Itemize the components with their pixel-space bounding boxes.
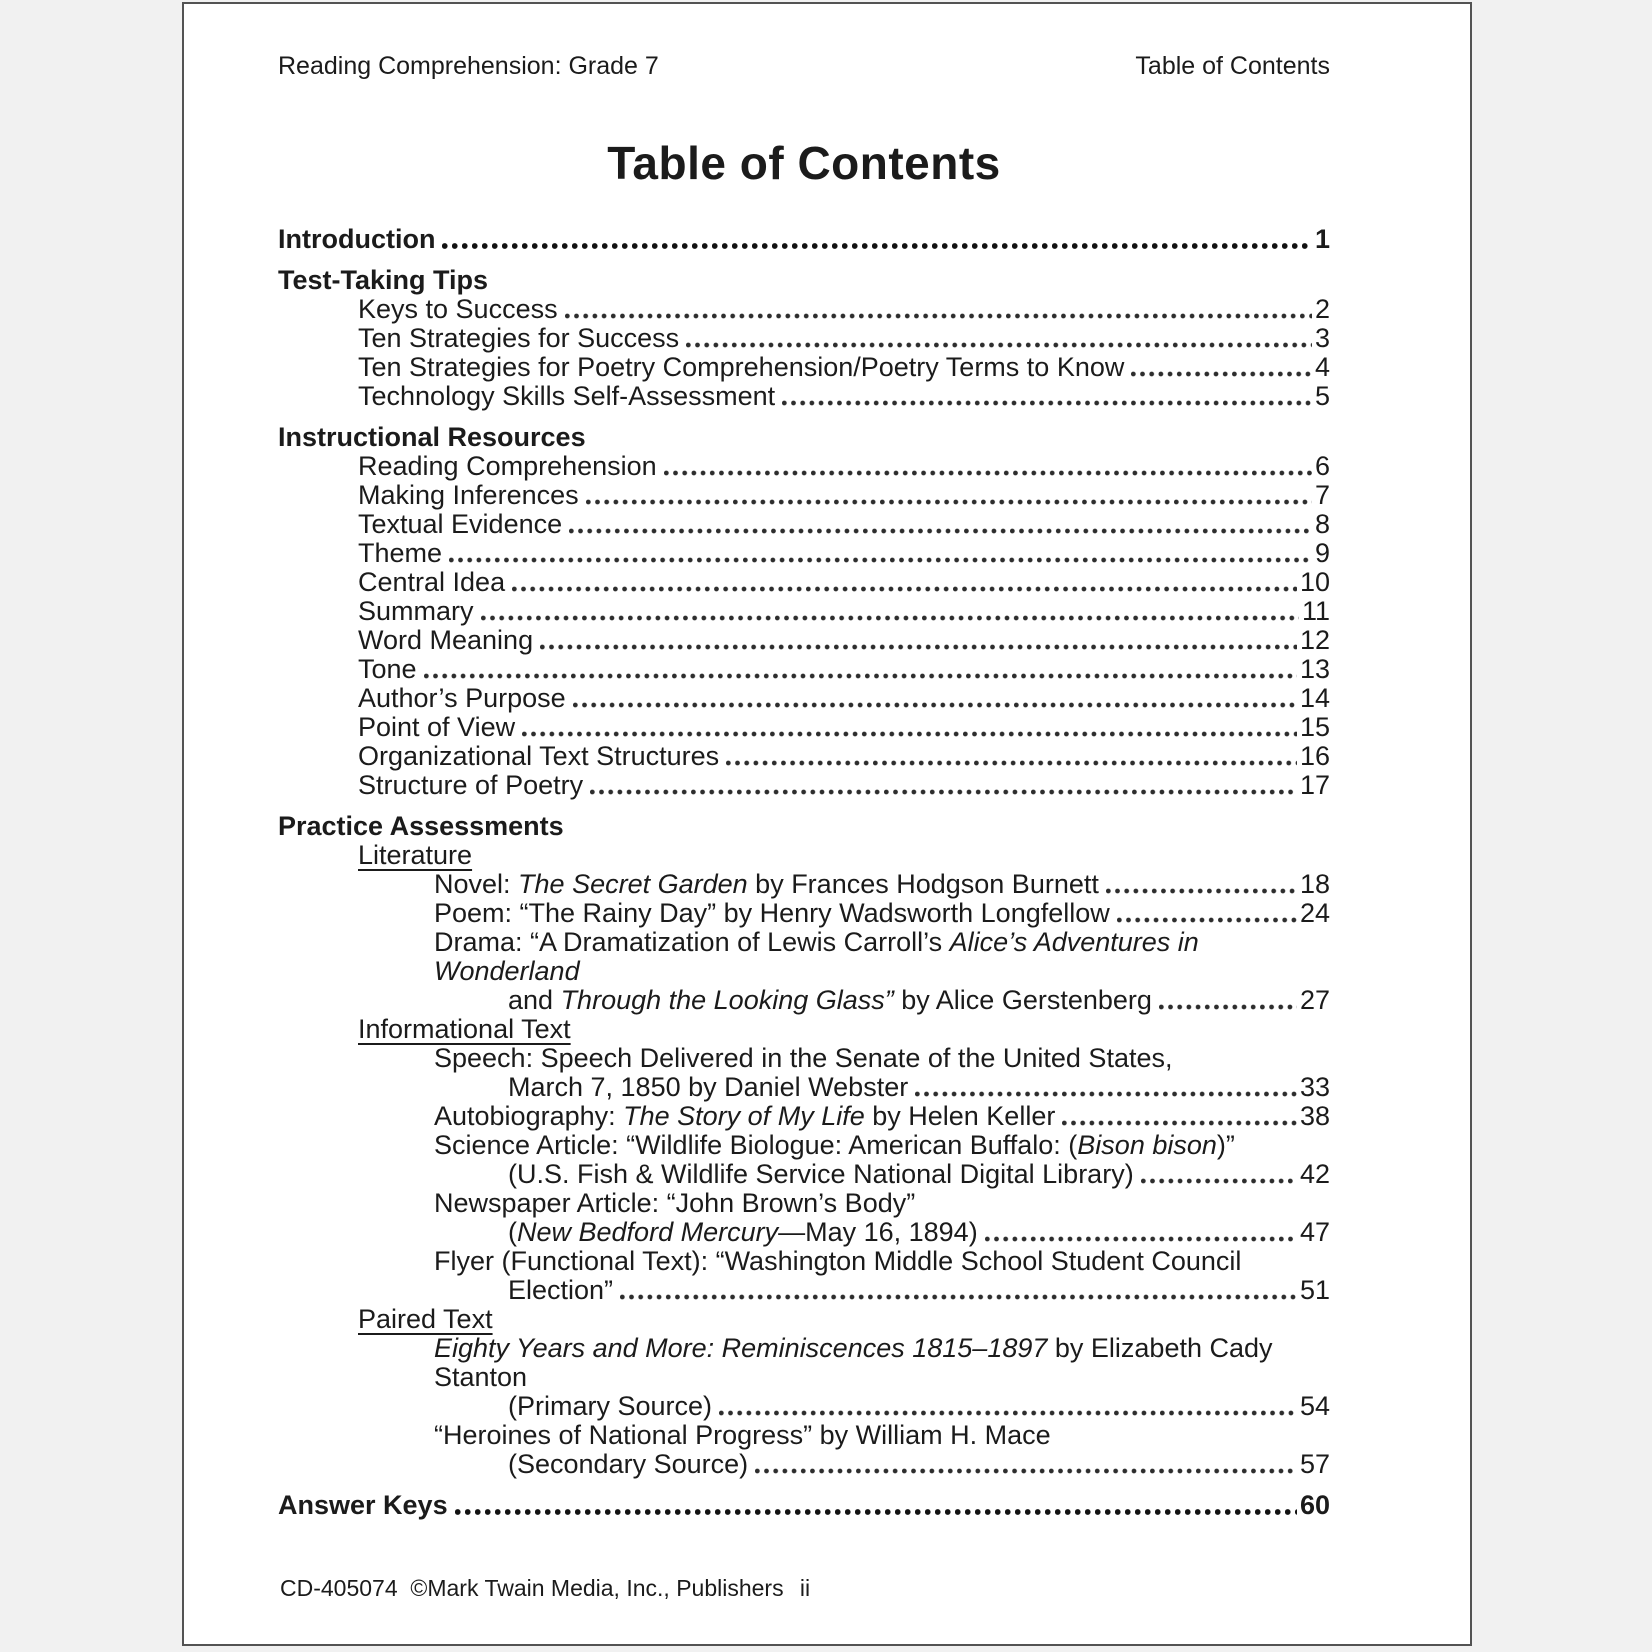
dot-leader bbox=[1106, 887, 1297, 895]
toc-entry-label bbox=[358, 684, 566, 713]
dot-leader bbox=[1117, 916, 1297, 924]
toc-label-segment: Word Meaning bbox=[358, 625, 534, 655]
toc-entry bbox=[278, 353, 1330, 382]
toc-entry bbox=[278, 1073, 1330, 1102]
toc-label-segment: Introduction bbox=[278, 224, 436, 254]
toc-entry bbox=[278, 1044, 1330, 1073]
toc-entry-label bbox=[508, 1450, 748, 1479]
toc-entry-label bbox=[358, 771, 583, 800]
toc-entry-label bbox=[278, 812, 564, 841]
toc-entry bbox=[278, 1160, 1330, 1189]
toc-page-number: 57 bbox=[1299, 1449, 1330, 1479]
toc-entry bbox=[278, 684, 1330, 713]
toc-page-number: 12 bbox=[1299, 625, 1330, 655]
toc-label-italic-segment: Through the Looking Glass” bbox=[560, 985, 894, 1015]
dot-leader bbox=[565, 312, 1312, 320]
dot-leader bbox=[481, 614, 1299, 622]
toc-entry-label bbox=[278, 423, 586, 452]
toc-label-segment: Informational Text bbox=[358, 1014, 571, 1044]
toc-entry bbox=[278, 510, 1330, 539]
toc-label-segment: Paired Text bbox=[358, 1304, 493, 1334]
toc-label-segment: Ten Strategies for Poetry Comprehension/Poetry Terms to Know bbox=[358, 352, 1125, 382]
toc-entry bbox=[278, 742, 1330, 771]
toc-entry bbox=[278, 295, 1330, 324]
toc-label-italic-segment: Bison bison bbox=[1077, 1130, 1217, 1160]
toc-page-number: 10 bbox=[1299, 567, 1330, 597]
toc-entry-label bbox=[508, 1276, 613, 1305]
toc-entry bbox=[278, 1218, 1330, 1247]
toc-label-italic-segment: The Secret Garden bbox=[518, 869, 748, 899]
toc-label-segment: Point of View bbox=[358, 712, 516, 742]
toc-entry-label bbox=[508, 1392, 712, 1421]
toc-label-segment: (Secondary Source) bbox=[508, 1449, 749, 1479]
dot-leader bbox=[1159, 1003, 1297, 1011]
toc-entry-label bbox=[358, 382, 775, 411]
toc-page-number: 9 bbox=[1314, 538, 1330, 568]
toc-entry-label bbox=[358, 481, 579, 510]
toc-label-segment: Textual Evidence bbox=[358, 509, 563, 539]
toc-entry-label bbox=[358, 452, 657, 481]
toc-label-segment: by Helen Keller bbox=[864, 1101, 1056, 1131]
toc-page-number: 6 bbox=[1314, 451, 1330, 481]
toc-entry bbox=[278, 1421, 1330, 1450]
dot-leader bbox=[782, 399, 1312, 407]
toc-entry bbox=[278, 1392, 1330, 1421]
toc-entry bbox=[278, 568, 1330, 597]
toc-page-number: 3 bbox=[1314, 323, 1330, 353]
dot-leader bbox=[1141, 1177, 1297, 1185]
toc-entry-label bbox=[358, 597, 474, 626]
toc-page-number: 24 bbox=[1299, 898, 1330, 928]
toc-label-segment: Organizational Text Structures bbox=[358, 741, 720, 771]
toc-label-segment: Election” bbox=[508, 1275, 614, 1305]
toc-entry bbox=[278, 655, 1330, 684]
toc-label-segment: Structure of Poetry bbox=[358, 770, 584, 800]
toc-label-segment: ( bbox=[508, 1217, 517, 1247]
dot-leader bbox=[512, 585, 1297, 593]
dot-leader bbox=[1062, 1119, 1297, 1127]
toc-label-segment: —May 16, 1894) bbox=[778, 1217, 978, 1247]
toc-entry bbox=[278, 324, 1330, 353]
toc-label-segment: by Frances Hodgson Burnett bbox=[747, 869, 1099, 899]
toc-entry-label bbox=[358, 510, 562, 539]
toc-entry bbox=[278, 1450, 1330, 1479]
dot-leader bbox=[719, 1409, 1297, 1417]
document-page bbox=[182, 2, 1472, 1646]
toc-subsection-heading bbox=[278, 841, 1330, 870]
toc-page-number: 15 bbox=[1299, 712, 1330, 742]
toc-entry-label bbox=[278, 225, 435, 254]
toc-entry-label bbox=[434, 1102, 1055, 1131]
toc-page-number: 4 bbox=[1314, 352, 1330, 382]
page-title: Table of Contents bbox=[607, 137, 1001, 189]
toc-entry bbox=[278, 986, 1330, 1015]
toc-page-number: 8 bbox=[1314, 509, 1330, 539]
toc-label-segment: Drama: “A Dramatization of Lewis Carroll’s bbox=[434, 927, 950, 957]
header-book-title: Reading Comprehension: Grade 7 bbox=[278, 52, 659, 80]
toc-entry bbox=[278, 870, 1330, 899]
footer-page-number: ii bbox=[799, 1575, 811, 1601]
toc-entry-label bbox=[358, 539, 442, 568]
toc-entry bbox=[278, 899, 1330, 928]
toc-entry-label bbox=[278, 1491, 448, 1520]
toc-entry bbox=[278, 1276, 1330, 1305]
toc-entry-label bbox=[434, 1247, 1241, 1276]
toc-page-number: 33 bbox=[1299, 1072, 1330, 1102]
toc-label-segment: (U.S. Fish & Wildlife Service National Digital Library) bbox=[508, 1159, 1134, 1189]
toc-page-number: 16 bbox=[1299, 741, 1330, 771]
toc-entry bbox=[278, 539, 1330, 568]
toc-label-segment: Poem: “The Rainy Day” by Henry Wadsworth Longfellow bbox=[434, 898, 1110, 928]
dot-leader bbox=[569, 527, 1312, 535]
toc-page-number: 27 bbox=[1299, 985, 1330, 1015]
toc-label-segment: by Elizabeth Cady Stanton bbox=[434, 1333, 1281, 1392]
toc-entry-label bbox=[358, 841, 472, 870]
toc-entry bbox=[278, 597, 1330, 626]
toc-label-segment: Novel: bbox=[434, 869, 519, 899]
toc-entry bbox=[278, 1334, 1330, 1392]
toc-entry-label bbox=[508, 1073, 908, 1102]
toc-page-number: 60 bbox=[1299, 1490, 1330, 1520]
toc-section-heading bbox=[278, 266, 1330, 295]
toc-entry-label bbox=[358, 324, 679, 353]
toc-entry-label bbox=[358, 353, 1124, 382]
toc-page-number: 14 bbox=[1299, 683, 1330, 713]
toc-section-heading bbox=[278, 423, 1330, 452]
toc-entry-label bbox=[434, 1334, 1330, 1392]
toc-entry bbox=[278, 481, 1330, 510]
dot-leader bbox=[586, 498, 1312, 506]
page-footer bbox=[280, 1576, 1330, 1601]
toc-label-segment: Autobiography: bbox=[434, 1101, 624, 1131]
dot-leader bbox=[449, 556, 1312, 564]
toc-entry-label bbox=[358, 742, 719, 771]
toc-entry bbox=[278, 452, 1330, 481]
toc-entry-label bbox=[434, 870, 1099, 899]
dot-leader bbox=[664, 469, 1312, 477]
toc-label-segment: Newspaper Article: “John Brown’s Body” bbox=[434, 1188, 916, 1218]
toc-label-italic-segment: The Story of My Life bbox=[623, 1101, 865, 1131]
toc-label-italic-segment: New Bedford Mercury bbox=[517, 1217, 779, 1247]
toc-entry-label bbox=[358, 1305, 493, 1334]
toc-entry-label bbox=[508, 1218, 978, 1247]
toc-entry bbox=[278, 1247, 1330, 1276]
dot-leader bbox=[590, 788, 1297, 796]
toc-label-segment: and bbox=[508, 985, 561, 1015]
toc-entry bbox=[278, 928, 1330, 986]
toc-entry bbox=[278, 713, 1330, 742]
toc-label-segment: Keys to Success bbox=[358, 294, 558, 324]
dot-leader bbox=[424, 672, 1297, 680]
toc-label-segment: Science Article: “Wildlife Biologue: American Buffalo: ( bbox=[434, 1130, 1078, 1160]
dot-leader bbox=[522, 730, 1297, 738]
dot-leader bbox=[455, 1508, 1297, 1516]
toc-label-segment: )” bbox=[1216, 1130, 1235, 1160]
toc-entry-label bbox=[358, 1015, 571, 1044]
toc-label-segment: Practice Assessments bbox=[278, 811, 564, 841]
toc-entry bbox=[278, 1102, 1330, 1131]
toc-entry-label bbox=[434, 1044, 1172, 1073]
toc-page-number: 13 bbox=[1299, 654, 1330, 684]
toc-entry-label bbox=[358, 713, 515, 742]
toc-page-number: 7 bbox=[1314, 480, 1330, 510]
toc-entry-label bbox=[278, 266, 488, 295]
toc-entry-label bbox=[508, 986, 1152, 1015]
toc-label-segment: Ten Strategies for Success bbox=[358, 323, 680, 353]
toc-label-segment: Instructional Resources bbox=[278, 422, 586, 452]
toc-label-segment: Flyer (Functional Text): “Washington Middle School Student Council bbox=[434, 1246, 1242, 1276]
toc-entry-label bbox=[358, 295, 558, 324]
toc-label-segment: Test-Taking Tips bbox=[278, 265, 489, 295]
toc-label-segment: Technology Skills Self-Assessment bbox=[358, 381, 776, 411]
dot-leader bbox=[755, 1467, 1297, 1475]
dot-leader bbox=[540, 643, 1297, 651]
toc-page-number: 51 bbox=[1299, 1275, 1330, 1305]
toc-page-number: 38 bbox=[1299, 1101, 1330, 1131]
toc-subsection-heading bbox=[278, 1305, 1330, 1334]
toc-label-segment: Speech: Speech Delivered in the Senate of the United States, bbox=[434, 1043, 1173, 1073]
toc-entry-label bbox=[434, 899, 1110, 928]
toc-section-heading bbox=[278, 812, 1330, 841]
toc-entry-label bbox=[508, 1160, 1134, 1189]
toc-label-segment: by Alice Gerstenberg bbox=[893, 985, 1152, 1015]
toc-page-number: 54 bbox=[1299, 1391, 1330, 1421]
toc-page-number: 2 bbox=[1314, 294, 1330, 324]
toc-page-number: 1 bbox=[1314, 224, 1330, 254]
toc-entry bbox=[278, 626, 1330, 655]
toc-page-number: 42 bbox=[1299, 1159, 1330, 1189]
footer-publisher-credit: CD-405074 ©Mark Twain Media, Inc., Publishers bbox=[280, 1575, 784, 1601]
toc-page-number: 47 bbox=[1299, 1217, 1330, 1247]
toc-label-segment: Summary bbox=[358, 596, 474, 626]
toc-label-segment: Reading Comprehension bbox=[358, 451, 657, 481]
toc-label-segment: Theme bbox=[358, 538, 443, 568]
toc-entry bbox=[278, 771, 1330, 800]
toc-list bbox=[278, 225, 1330, 1520]
toc-entry-label bbox=[434, 1189, 915, 1218]
toc-label-italic-segment: Alice’s Adventures in Wonderland bbox=[434, 927, 1207, 986]
page-header bbox=[278, 53, 1330, 80]
toc-subsection-heading bbox=[278, 1015, 1330, 1044]
toc-label-italic-segment: Eighty Years and More: Reminiscences 1815–1897 bbox=[434, 1333, 1048, 1363]
toc-entry-label bbox=[358, 626, 533, 655]
toc-page-number: 17 bbox=[1299, 770, 1330, 800]
dot-leader bbox=[726, 759, 1297, 767]
toc-page-number: 18 bbox=[1299, 869, 1330, 899]
toc-label-segment: Central Idea bbox=[358, 567, 506, 597]
toc-entry-label bbox=[434, 1421, 1051, 1450]
toc-label-segment: (Primary Source) bbox=[508, 1391, 713, 1421]
toc-label-segment: Making Inferences bbox=[358, 480, 579, 510]
toc-entry bbox=[278, 1131, 1330, 1160]
toc-label-segment: Answer Keys bbox=[278, 1490, 448, 1520]
header-section-label: Table of Contents bbox=[1135, 52, 1330, 80]
toc-entry bbox=[278, 1491, 1330, 1520]
toc-page-number: 11 bbox=[1301, 596, 1330, 626]
toc-entry bbox=[278, 1189, 1330, 1218]
dot-leader bbox=[573, 701, 1297, 709]
dot-leader bbox=[915, 1090, 1297, 1098]
dot-leader bbox=[1131, 370, 1312, 378]
toc-entry-label bbox=[434, 928, 1330, 986]
toc-label-segment: Author’s Purpose bbox=[358, 683, 566, 713]
dot-leader bbox=[442, 242, 1312, 250]
dot-leader bbox=[686, 341, 1312, 349]
toc-entry-label bbox=[434, 1131, 1235, 1160]
toc-entry bbox=[278, 225, 1330, 254]
toc-entry bbox=[278, 382, 1330, 411]
dot-leader bbox=[620, 1293, 1297, 1301]
toc-entry-label bbox=[358, 655, 417, 684]
dot-leader bbox=[985, 1235, 1297, 1243]
toc-page-number: 5 bbox=[1314, 381, 1330, 411]
toc-label-segment: March 7, 1850 by Daniel Webster bbox=[508, 1072, 909, 1102]
toc-label-segment: Literature bbox=[358, 840, 473, 870]
toc-label-segment: Tone bbox=[358, 654, 417, 684]
toc-entry-label bbox=[358, 568, 505, 597]
toc-label-segment: “Heroines of National Progress” by William H. Mace bbox=[434, 1420, 1051, 1450]
